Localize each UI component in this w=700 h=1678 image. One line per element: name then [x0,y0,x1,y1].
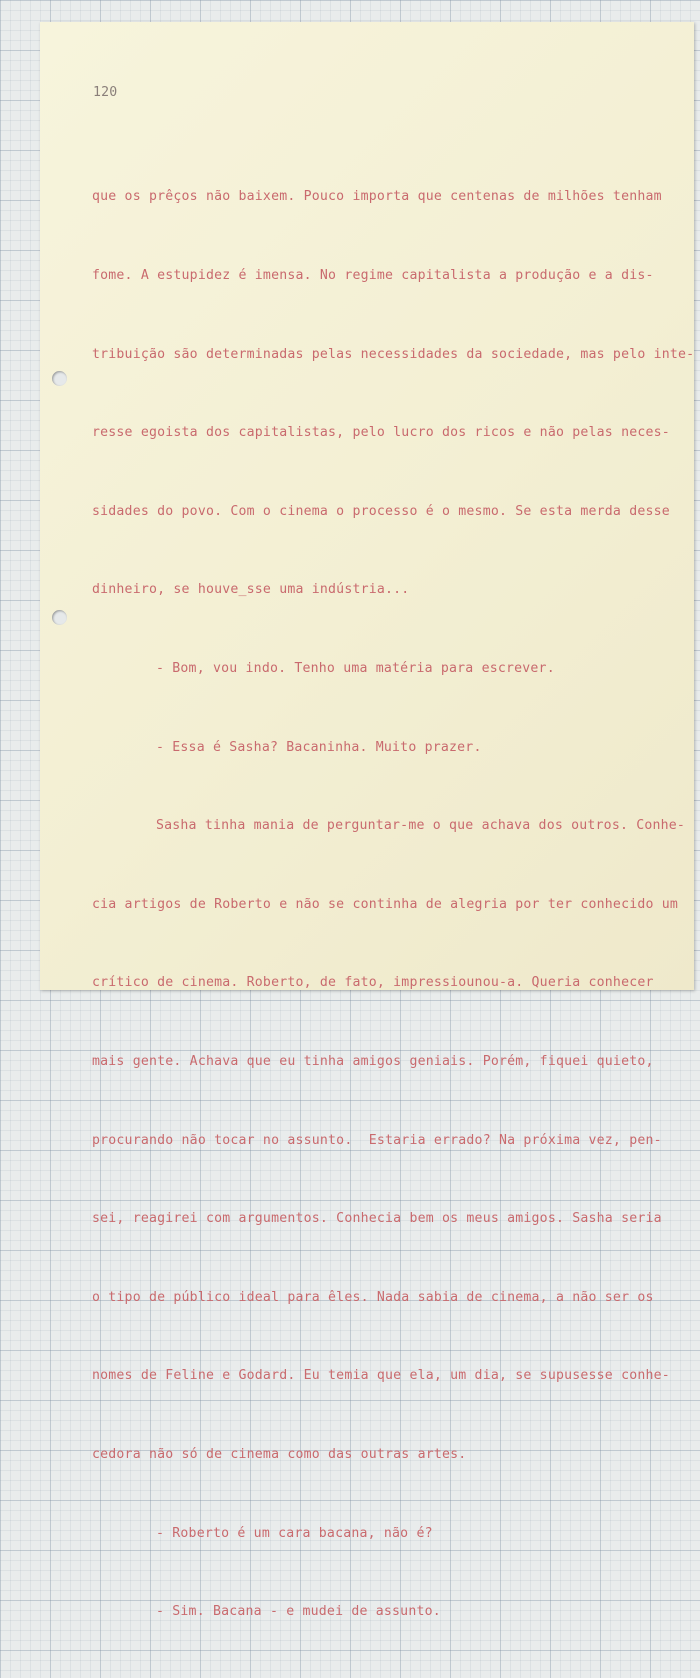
text-line: procurando não tocar no assunto. Estaria errado? Na próxima vez, pen- [92,1132,662,1148]
dialogue-line: - Sim. Bacana - e mudei de assunto. [156,1604,441,1620]
text-line: dinheiro, se houve_sse uma indústria... [92,582,410,598]
text-line: fome. A estupidez é imensa. No regime capitalista a produção e a dis- [92,268,654,283]
paragraph-start-line: Sasha tinha mania de perguntar-me o que achava dos outros. Conhe- [156,818,686,834]
text-line: cedora não só de cinema como das outras artes. [92,1446,467,1462]
text-line: crítico de cinema. Roberto, de fato, impressiounou-a. Queria conhecer [92,975,654,991]
text-line: nomes de Feline e Godard. Eu temia que ela, um dia, se supusesse conhe- [92,1368,670,1384]
text-line: cia artigos de Roberto e não se continha de alegria por ter conhecido um [92,896,679,912]
page-number: 120 [93,85,118,100]
dialogue-line: - Roberto é um cara bacana, não é? [156,1525,433,1541]
punch-hole-bottom [52,610,67,625]
dialogue-line: - Essa é Sasha? Bacaninha. Muito prazer. [156,739,482,755]
punch-hole-top [52,371,67,386]
text-line: sidades do povo. Com o cinema o processo é o mesmo. Se esta merda desse [92,503,670,519]
text-line: sei, reagirei com argumentos. Conhecia bem os meus amigos. Sasha seria [92,1211,662,1227]
typewritten-page [40,22,695,1620]
text-line: tribuição são determinadas pelas necessidades da sociedade, mas pelo inte- [92,346,695,362]
text-line: o tipo de público ideal para êles. Nada sabia de cinema, a não ser os [92,1289,654,1305]
text-line: que os prêços não baixem. Pouco importa que centenas de milhões tenham [92,189,662,205]
page-body [92,132,694,1678]
dialogue-line: - Bom, vou indo. Tenho uma matéria para escrever. [156,660,555,676]
text-line: mais gente. Achava que eu tinha amigos geniais. Porém, fiquei quieto, [92,1053,654,1069]
text-line: resse egoista dos capitalistas, pelo lucro dos ricos e não pelas neces- [92,425,670,441]
